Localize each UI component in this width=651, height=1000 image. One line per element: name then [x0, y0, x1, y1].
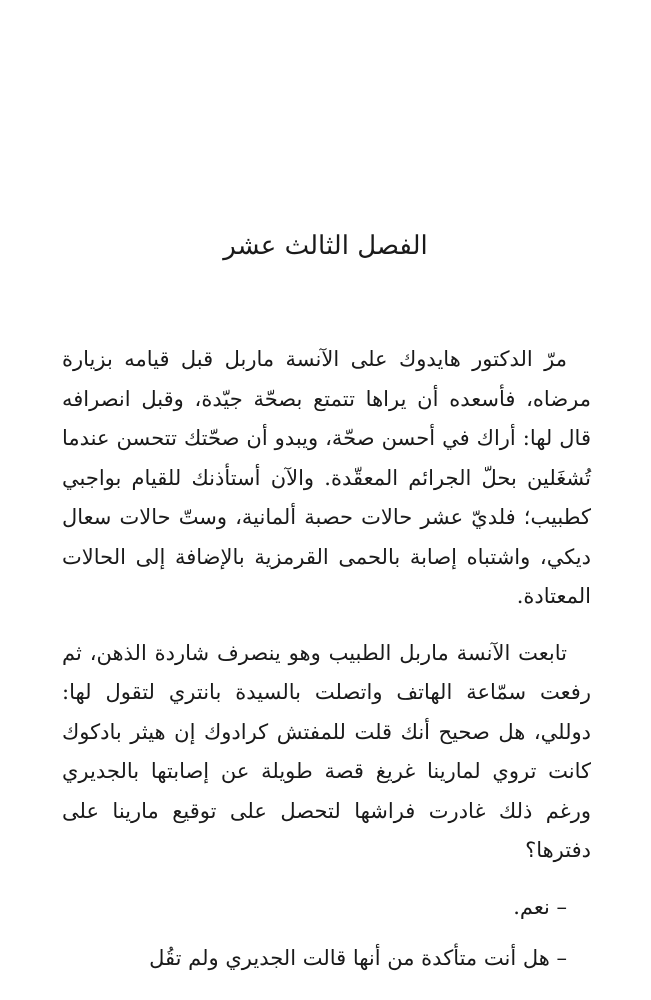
- paragraph: مرّ الدكتور هايدوك على الآنسة ماربل قبل قيامه بزيارة مرضاه، فأسعده أن يراها تتمتع بصحّة جيّدة، وقبل انصرافه قال لها: أراك في أحسن صحّة، ويبدو أن صحّتك تتحسن عندما تُشغَلين بحلّ الجرائم المعقّدة. والآن أستأذنك للقيام بواجبي كطبيب؛ فلديّ عشر حالات حصبة ألمانية، وستّ حالات سعال ديكي، واشتباه إصابة بالحمى القرمزية بالإضافة إلى الحالات المعتادة.: [62, 347, 591, 608]
- dialog-line: – نعم.: [513, 894, 567, 919]
- paragraph: تابعت الآنسة ماربل الطبيب وهو ينصرف شاردة الذهن، ثم رفعت سمّاعة الهاتف واتصلت بالسيدة بانتري لتقول لها: دوللي، هل صحيح أنك قلت للمفتش كرادوك إن هيثر بادكوك كانت تروي لمارينا غريغ قصة طويلة عن إصابتها بالجديري ورغم ذلك غادرت فراشها لتحصل على توقيع مارينا على دفترها؟: [62, 640, 591, 862]
- chapter-body: [62, 340, 591, 991]
- chapter-title: الفصل الثالث عشر: [223, 231, 428, 261]
- dialog-line: – هل أنت متأكدة من أنها قالت الجديري ولم تقُل: [149, 946, 567, 970]
